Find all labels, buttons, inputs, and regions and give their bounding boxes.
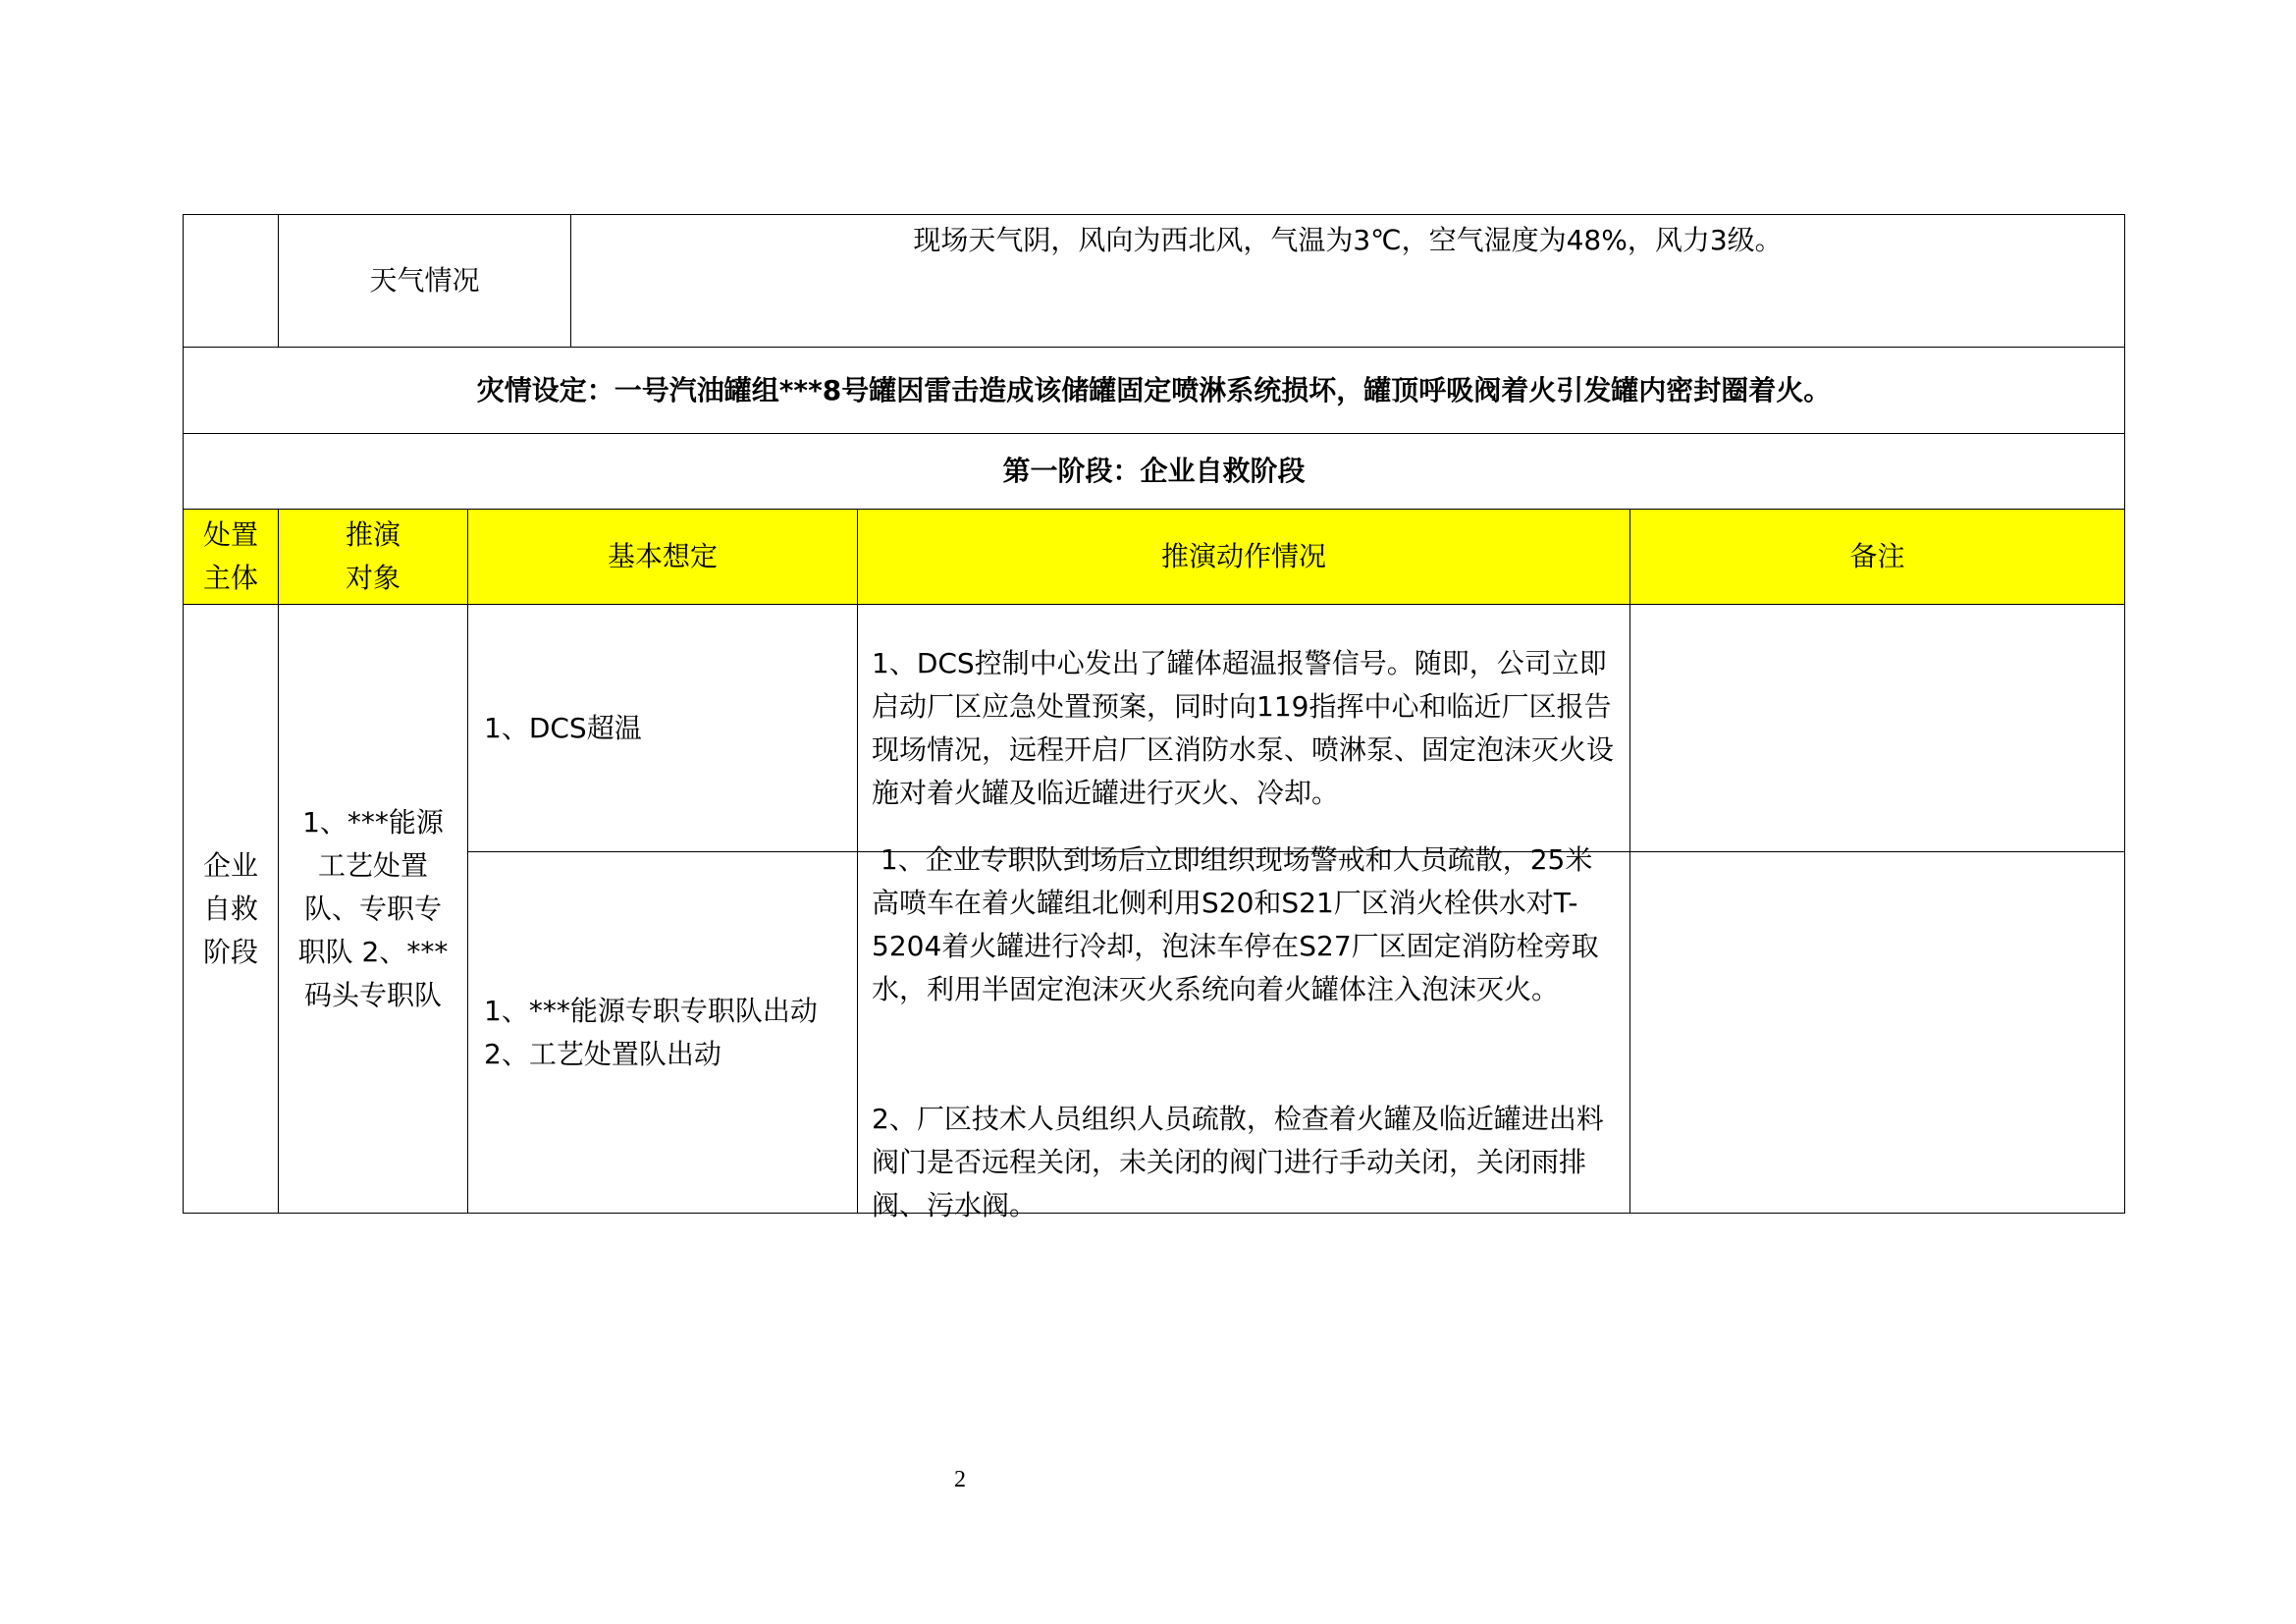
subject-cell: 企业自救阶段 xyxy=(183,604,279,1214)
header-subject: 处置主体 xyxy=(183,509,279,605)
header-note: 备注 xyxy=(1629,509,2125,605)
action-paragraph: 1、企业专职队到场后立即组织现场警戒和人员疏散，25米高喷车在着火罐组北侧利用S20和S21厂区消火栓供水对T-5204着火罐进行冷却，泡沫车停在S27厂区固定消防栓旁取水，利用半固定泡沫灭火系统向着火罐体注入泡沫灭火。 xyxy=(872,842,1599,1005)
scenario-cell-1: 1、DCS超温 xyxy=(467,604,858,852)
weather-value: 现场天气阴，风向为西北风，气温为3℃，空气湿度为48%，风力3级。 xyxy=(570,214,2125,348)
empty-cell xyxy=(183,214,279,348)
scenario-cell-2 xyxy=(467,851,858,1214)
target-cell: 1、***能源工艺处置队、专职专职队 2、***码头专职队 xyxy=(278,604,468,1214)
disaster-setting: 灾情设定：一号汽油罐组***8号罐因雷击造成该储罐固定喷淋系统损坏，罐顶呼吸阀着火引发罐内密封圈着火。 xyxy=(183,347,2125,434)
note-cell-1 xyxy=(1629,604,2125,852)
header-scenario: 基本想定 xyxy=(467,509,858,605)
note-cell-2 xyxy=(1629,851,2125,1214)
page-number: 2 xyxy=(954,1467,966,1492)
weather-label: 天气情况 xyxy=(278,214,571,348)
action-cell-2 xyxy=(857,842,1630,1221)
scenario-line: 1、***能源专职专职队出动 xyxy=(484,994,818,1027)
header-target: 推演对象 xyxy=(278,509,468,605)
action-cell-1: 1、DCS控制中心发出了罐体超温报警信号。随即，公司立即启动厂区应急处置预案，同时向119指挥中心和临近厂区报告现场情况，远程开启厂区消防水泵、喷淋泵、固定泡沫灭火设施对着火罐及临近罐进行灭火、冷却。 xyxy=(857,604,1630,852)
action-paragraph: 2、厂区技术人员组织人员疏散，检查着火罐及临近罐进出料阀门是否远程关闭，未关闭的阀门进行手动关闭，关闭雨排阀、污水阀。 xyxy=(872,1102,1604,1221)
header-action: 推演动作情况 xyxy=(857,509,1630,605)
scenario-line: 2、工艺处置队出动 xyxy=(484,1037,721,1070)
stage-title: 第一阶段：企业自救阶段 xyxy=(183,433,2125,510)
